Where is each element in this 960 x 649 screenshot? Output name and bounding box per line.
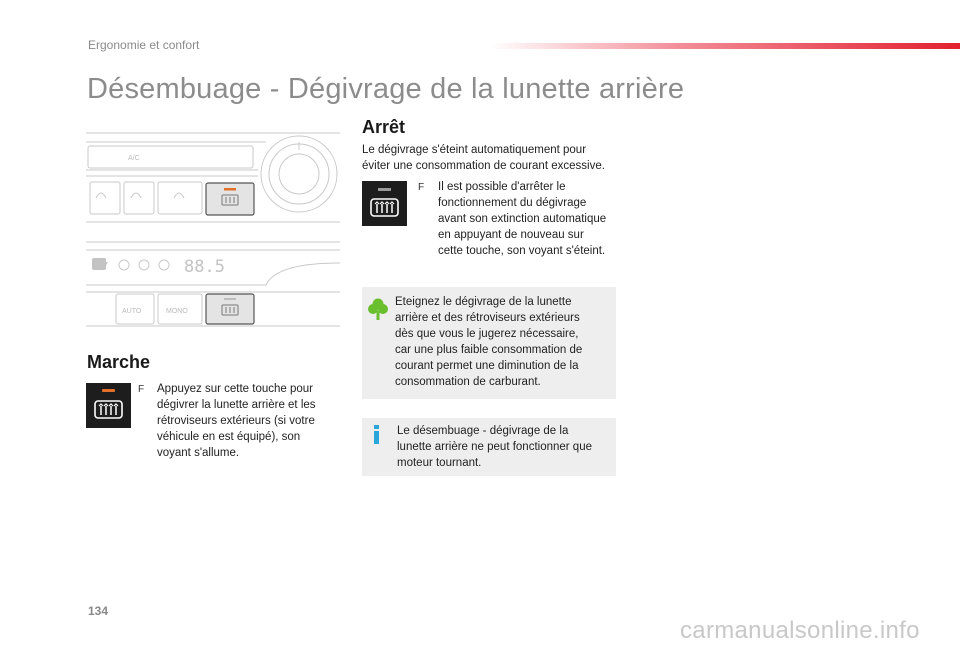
section-label: Ergonomie et confort [88, 38, 200, 52]
temperature-display: 88.5 [184, 257, 225, 277]
info-note-text: Le désembuage - dégivrage de la lunette arrière ne peut fonctionner que moteur tournant. [397, 425, 592, 469]
arret-intro: Le dégivrage s'éteint automatiquement pour éviter une consommation de courant excessive. [362, 144, 605, 172]
eco-note-text: Eteignez le dégivrage de la lunette arrière et des rétroviseurs extérieurs dès que vous le jugerez nécessaire, car une plus faible consommation de courant permet une diminution de la consommation de carburant. [395, 296, 583, 388]
eco-tree-icon [368, 297, 388, 321]
climate-panel-drawing [86, 130, 340, 330]
info-icon [371, 425, 383, 445]
rear-defrost-button-icon-on [86, 383, 131, 428]
marche-bullet: F [138, 384, 145, 395]
auto-label: AUTO [122, 308, 142, 315]
watermark: carmanualsonline.info [680, 617, 920, 644]
info-note-box [362, 418, 616, 476]
mono-label: MONO [166, 308, 188, 315]
ac-label: A/C [128, 155, 140, 162]
rear-defrost-icon [362, 181, 407, 226]
header-accent-bar [490, 43, 960, 49]
climate-panel-illustration [86, 130, 340, 330]
mode-icons [92, 258, 108, 270]
marche-heading: Marche [87, 352, 151, 372]
arret-text: Il est possible d'arrêter le fonctionnement du dégivrage avant son extinction automatique en appuyant de nouveau sur cette touche, son voyant s'éteint. [438, 181, 607, 257]
page-number: 134 [88, 604, 109, 618]
marche-text: Appuyez sur cette touche pour dégivrer la lunette arrière et les rétroviseurs extérieurs (si votre véhicule en est équipé), son voyant s'allume. [157, 383, 316, 459]
page-title: Désembuage - Dégivrage de la lunette arrière [87, 73, 685, 105]
arret-bullet: F [418, 182, 425, 193]
arret-heading: Arrêt [362, 117, 406, 137]
rear-defrost-button-icon-off [362, 181, 407, 226]
eco-note-box [362, 287, 616, 399]
rear-defrost-icon [86, 383, 131, 428]
